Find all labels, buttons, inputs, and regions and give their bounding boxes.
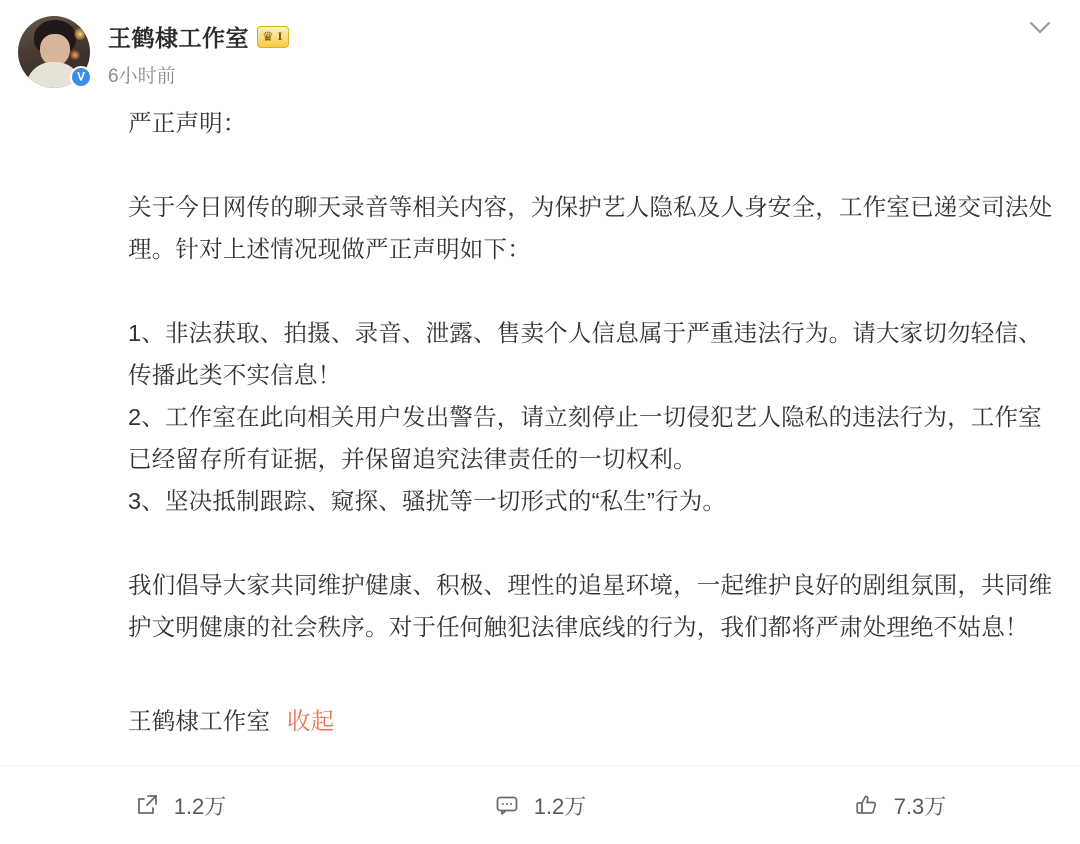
like-count: 7.3万 [893,793,947,819]
post-header [0,0,1080,88]
post-paragraph-4: 3、坚决抵制跟踪、窥探、骚扰等一切形式的“私生”行为。 [128,488,727,514]
share-icon [134,792,160,818]
post-paragraph-1: 关于今日网传的聊天录音等相关内容，为保护艺人隐私及人身安全，工作室已递交司法处理。针对上述情况现做严正声明如下： [128,194,1053,262]
spacer-4 [128,648,1058,690]
spacer-2 [128,270,1058,312]
verified-check-glyph: V [76,69,85,84]
comment-button[interactable] [360,790,720,821]
thumbs-up-icon [854,792,880,818]
post-paragraph-2: 1、非法获取、拍摄、录音、泄露、售卖个人信息属于严重违法行为。请大家切勿轻信、传播此类不实信息！ [128,320,1042,388]
post-paragraph-5: 我们倡导大家共同维护健康、积极、理性的追星环境，一起维护良好的剧组氛围，共同维护文明健康的社会秩序。对于任何触犯法律底线的行为，我们都将严肃处理绝不姑息！ [128,572,1053,640]
comment-count: 1.2万 [533,793,587,819]
like-button[interactable] [720,790,1080,821]
spacer-3 [128,522,1058,564]
post-action-bar [0,765,1080,844]
post-timestamp: 6小时前 [108,66,176,87]
avatar[interactable] [18,16,90,88]
post-signature: 王鹤棣工作室 [128,708,271,734]
post-header-text [108,14,289,88]
post-signature-row [128,700,1058,742]
avatar-bokeh-light-2 [70,50,80,60]
comment-icon [494,792,520,818]
post-body [0,88,1080,742]
account-name-row [108,20,289,53]
post-title: 严正声明： [128,110,247,136]
crown-icon: ♛ [262,29,274,44]
repost-count: 1.2万 [173,793,227,819]
avatar-bokeh-light-1 [74,28,86,40]
verified-badge-icon[interactable] [70,66,92,88]
repost-button[interactable] [0,790,360,821]
collapse-text-link[interactable]: 收起 [286,708,335,734]
crown-level-badge[interactable] [257,26,289,48]
chevron-down-icon[interactable] [1026,14,1054,42]
crown-level-label: I [277,29,283,43]
spacer-1 [128,144,1058,186]
account-nickname[interactable]: 王鹤棣工作室 [108,25,249,51]
post-paragraph-3: 2、工作室在此向相关用户发出警告，请立刻停止一切侵犯艺人隐私的违法行为，工作室已经留存所有证据，并保留追究法律责任的一切权利。 [128,404,1042,472]
